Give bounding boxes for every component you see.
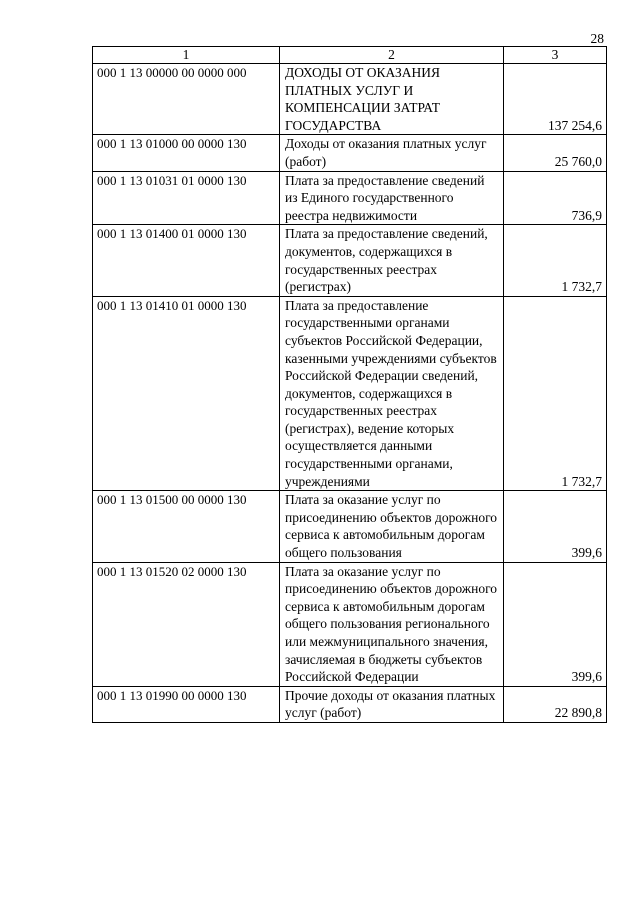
revenue-code: 000 1 13 00000 00 0000 000	[93, 64, 280, 135]
revenue-code: 000 1 13 01031 01 0000 130	[93, 171, 280, 225]
table-row	[93, 64, 607, 135]
revenue-name: Плата за оказание услуг по присоединению объектов дорожного сервиса к автомобильным дорогам общего пользования регионального или межмуниципального значения, зачисляемая в бюджеты субъектов Российской Федерации	[280, 562, 504, 686]
revenue-code: 000 1 13 01520 02 0000 130	[93, 562, 280, 686]
page-number: 28	[590, 31, 604, 46]
revenue-code: 000 1 13 01000 00 0000 130	[93, 135, 280, 171]
revenue-amount: 25 760,0	[504, 135, 607, 171]
table-row	[93, 686, 607, 722]
revenue-name: Прочие доходы от оказания платных услуг (работ)	[280, 686, 504, 722]
table-row	[93, 135, 607, 171]
revenue-code: 000 1 13 01410 01 0000 130	[93, 296, 280, 491]
revenue-amount: 22 890,8	[504, 686, 607, 722]
table-row	[93, 491, 607, 562]
revenue-amount: 1 732,7	[504, 296, 607, 491]
revenue-code: 000 1 13 01500 00 0000 130	[93, 491, 280, 562]
table-row	[93, 296, 607, 491]
column-header-code: 1	[93, 47, 280, 64]
revenue-amount: 399,6	[504, 562, 607, 686]
table-header-row	[93, 47, 607, 64]
revenue-amount: 736,9	[504, 171, 607, 225]
revenue-name: Плата за предоставление сведений из Единого государственного реестра недвижимости	[280, 171, 504, 225]
revenue-code: 000 1 13 01990 00 0000 130	[93, 686, 280, 722]
revenue-code: 000 1 13 01400 01 0000 130	[93, 225, 280, 296]
table-row	[93, 171, 607, 225]
table-row	[93, 562, 607, 686]
revenue-name: Плата за предоставление сведений, документов, содержащихся в государственных реестрах (регистрах)	[280, 225, 504, 296]
revenue-name: Плата за предоставление государственными органами субъектов Российской Федерации, казенными учреждениями субъектов Российской Федерации сведений, документов, содержащихся в государственных реестрах (регистрах), ведение которых осуществляется данными государственными органами, учреждениями	[280, 296, 504, 491]
column-header-name: 2	[280, 47, 504, 64]
column-header-amount: 3	[504, 47, 607, 64]
revenue-name: Плата за оказание услуг по присоединению объектов дорожного сервиса к автомобильным дорогам общего пользования	[280, 491, 504, 562]
revenue-amount: 137 254,6	[504, 64, 607, 135]
revenue-amount: 1 732,7	[504, 225, 607, 296]
revenue-amount: 399,6	[504, 491, 607, 562]
revenue-name: Доходы от оказания платных услуг (работ)	[280, 135, 504, 171]
revenue-name: ДОХОДЫ ОТ ОКАЗАНИЯ ПЛАТНЫХ УСЛУГ И КОМПЕНСАЦИИ ЗАТРАТ ГОСУДАРСТВА	[280, 64, 504, 135]
table-row	[93, 225, 607, 296]
budget-revenue-table	[92, 46, 607, 723]
